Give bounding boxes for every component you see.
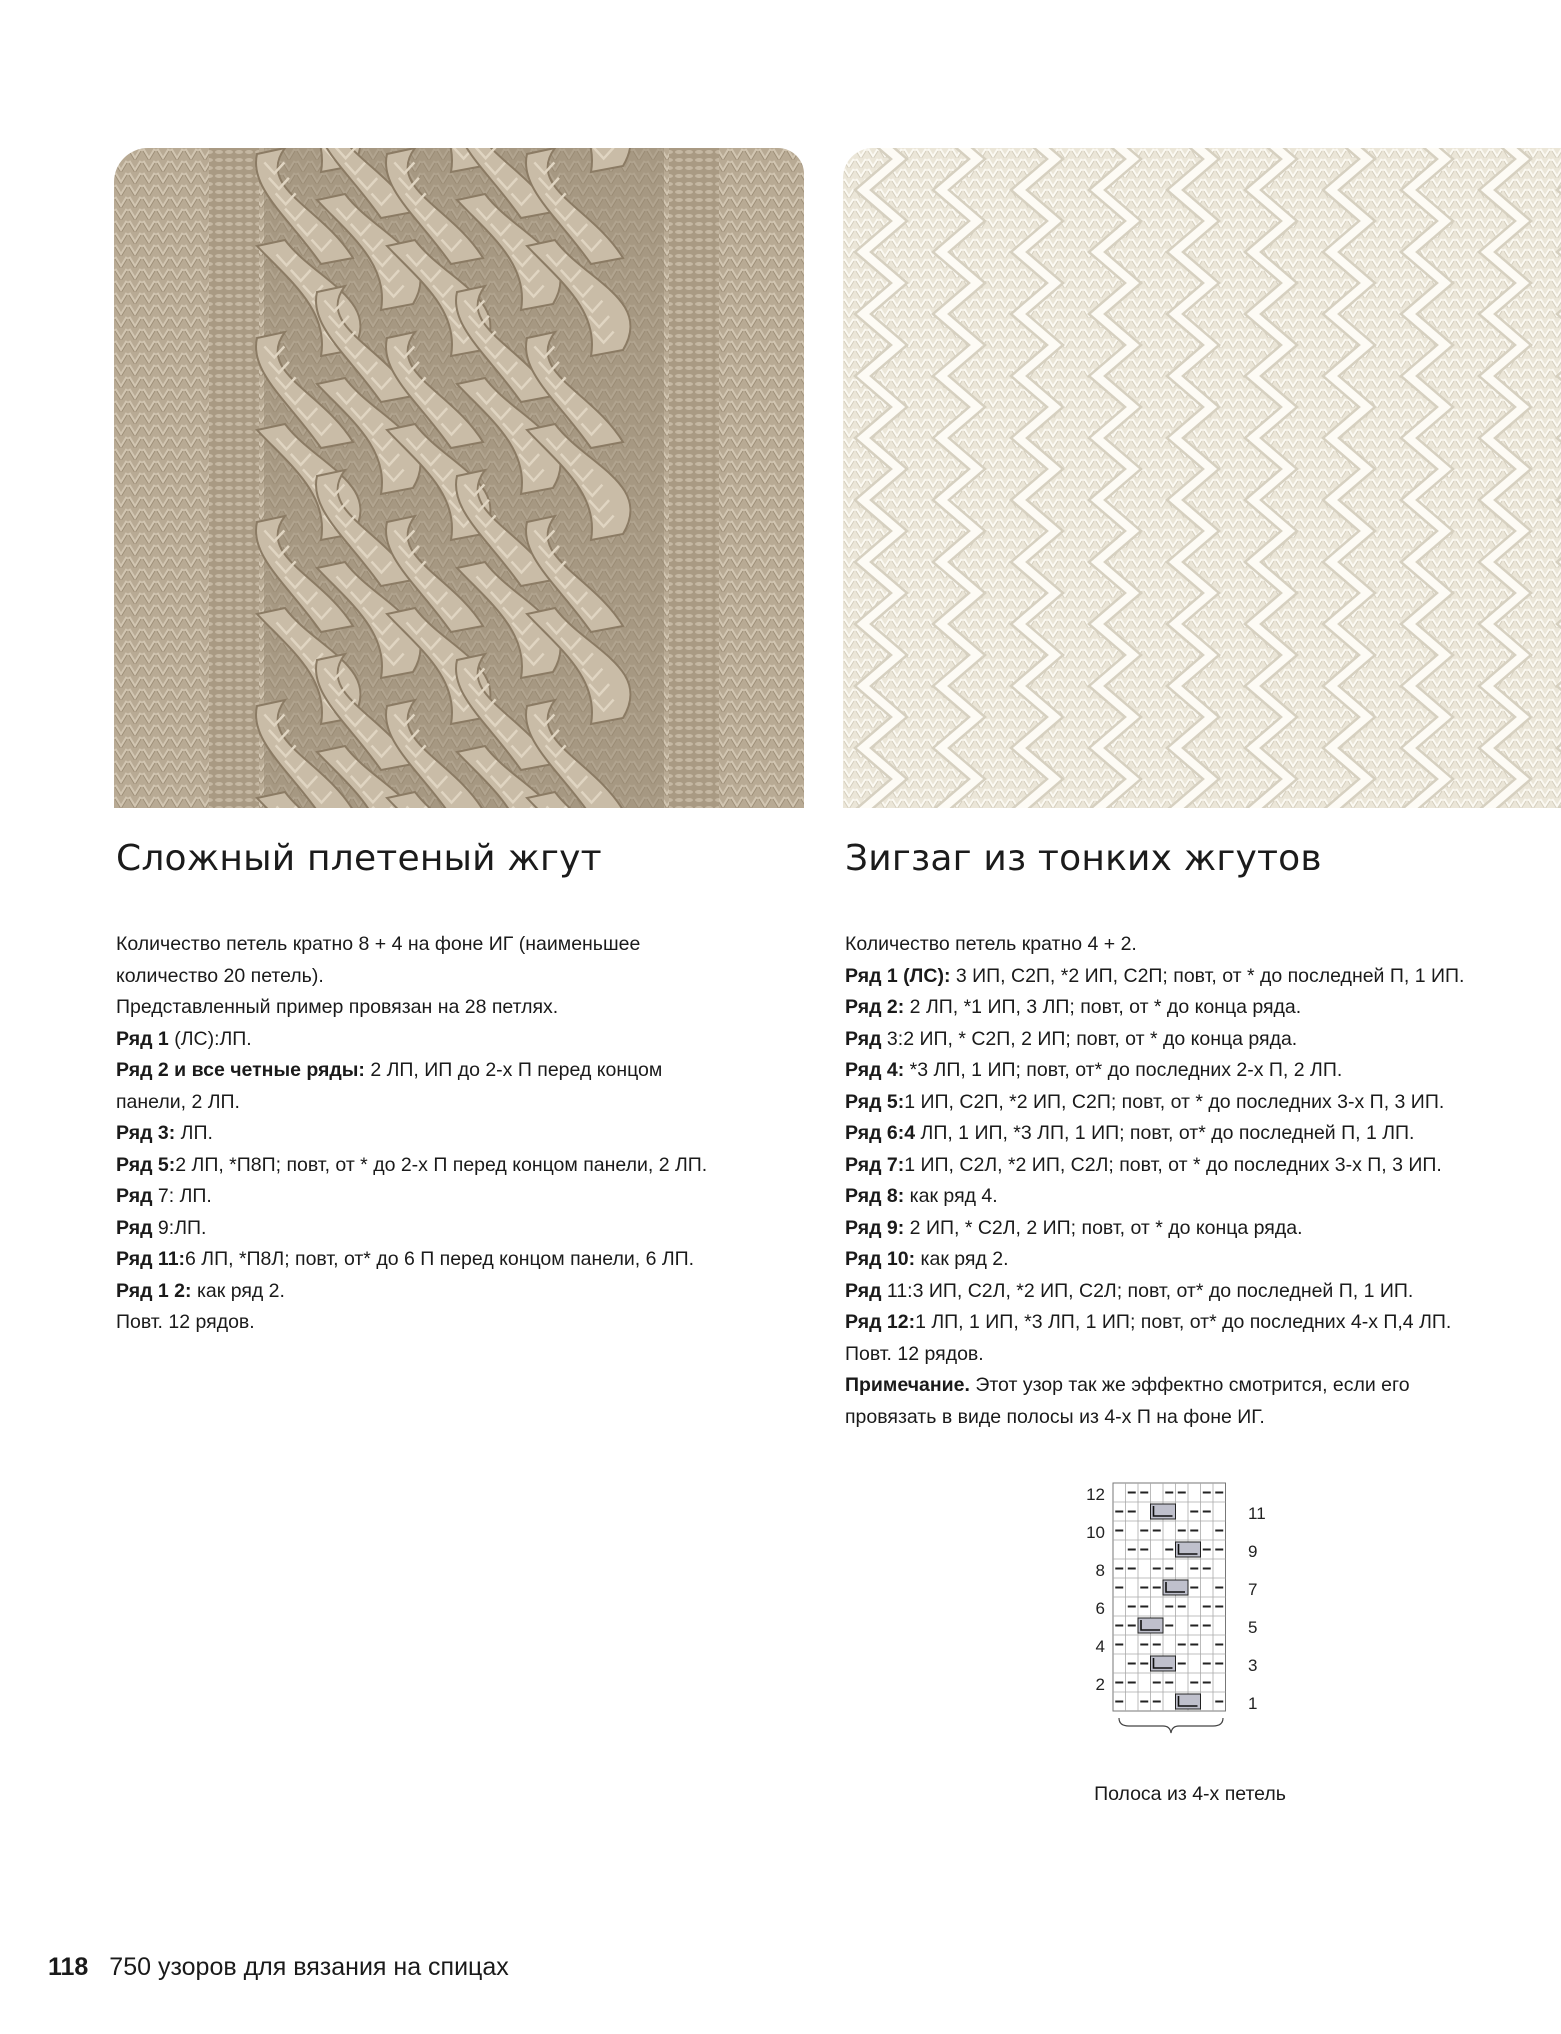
row-number-right: 9: [1248, 1542, 1258, 1561]
instruction-line: Ряд 2 и все четные ряды: 2 ЛП, ИП до 2-х П перед концом: [116, 1059, 663, 1081]
page-footer: [48, 1953, 509, 1982]
zigzag-pattern-column: [845, 838, 1545, 1433]
instruction-line: Количество петель кратно 4 + 2.: [845, 933, 1137, 955]
instruction-line: Ряд 9: 2 ИП, * С2Л, 2 ИП; повт, от * до конца ряда.: [845, 1216, 1303, 1239]
row-number-right: 3: [1248, 1656, 1258, 1675]
instruction-line: Ряд 9:ЛП.: [116, 1216, 207, 1239]
row-number-right: 5: [1248, 1618, 1258, 1637]
instruction-line: Ряд 8: как ряд 4.: [845, 1185, 998, 1207]
row-number-right: 1: [1248, 1694, 1258, 1713]
instruction-line: Ряд 1 (ЛС):ЛП.: [116, 1027, 252, 1050]
row-number-right: 11: [1248, 1504, 1266, 1523]
instruction-line: Примечание. Этот узор так же эффектно смотрится, если его: [845, 1374, 1410, 1396]
instruction-line: провязать в виде полосы из 4-х П на фоне ИГ.: [845, 1405, 1265, 1428]
zigzag-pattern-title: Зигзаг из тонких жгутов: [845, 838, 1322, 879]
cable-pattern-column: [116, 838, 806, 1339]
zigzag-knit-image: [843, 148, 1561, 808]
row-number-left: 2: [1095, 1675, 1105, 1694]
cable-pattern-title: Сложный плетеный жгут: [116, 838, 602, 879]
instruction-line: Ряд 3:2 ИП, * С2П, 2 ИП; повт, от * до конца ряда.: [845, 1027, 1298, 1050]
instruction-line: Ряд 5:1 ИП, С2П, *2 ИП, С2П; повт, от * до последних 3-х П, 3 ИП.: [845, 1090, 1445, 1113]
instruction-line: Ряд 1 (ЛС): 3 ИП, С2П, *2 ИП, С2П; повт, от * до последней П, 1 ИП.: [845, 964, 1465, 987]
instruction-line: Ряд 3: ЛП.: [116, 1122, 213, 1144]
row-number-left: 8: [1095, 1561, 1105, 1580]
cable-knit-image: [114, 148, 804, 808]
instruction-line: Повт. 12 рядов.: [845, 1342, 984, 1365]
instruction-line: Количество петель кратно 8 + 4 на фоне ИГ (наименьшее: [116, 933, 641, 955]
instruction-line: Ряд 6:4 ЛП, 1 ИП, *3 ЛП, 1 ИП; повт, от* до последней П, 1 ЛП.: [845, 1122, 1415, 1144]
instruction-line: Ряд 11:6 ЛП, *П8Л; повт, от* до 6 П перед концом панели, 6 ЛП.: [116, 1248, 695, 1270]
instruction-line: Ряд 7: ЛП.: [116, 1185, 212, 1207]
row-number-left: 10: [1086, 1523, 1105, 1542]
zigzag-knit-photo: [843, 148, 1561, 808]
row-number-left: 4: [1095, 1637, 1105, 1656]
instruction-line: Ряд 10: как ряд 2.: [845, 1248, 1009, 1270]
instruction-line: количество 20 петель).: [116, 964, 324, 987]
instruction-line: Ряд 1 2: как ряд 2.: [116, 1279, 285, 1302]
instruction-line: Ряд 4: *3 ЛП, 1 ИП; повт, от* до последних 2-х П, 2 ЛП.: [845, 1059, 1343, 1081]
instruction-line: панели, 2 ЛП.: [116, 1090, 240, 1113]
instruction-line: Ряд 5:2 ЛП, *П8П; повт, от * до 2-х П перед концом панели, 2 ЛП.: [116, 1153, 708, 1176]
cable-pattern-instructions: [116, 929, 806, 1339]
instruction-line: Ряд 7:1 ИП, С2Л, *2 ИП, С2Л; повт, от * до последних 3-х П, 3 ИП.: [845, 1153, 1442, 1176]
row-number-right: 7: [1248, 1580, 1258, 1599]
chart-grid: [1113, 1483, 1226, 1711]
knitting-chart: [1085, 1475, 1295, 1745]
instruction-line: Ряд 2: 2 ЛП, *1 ИП, 3 ЛП; повт, от * до конца ряда.: [845, 996, 1302, 1018]
instruction-line: Ряд 11:3 ИП, С2Л, *2 ИП, С2Л; повт, от* до последней П, 1 ИП.: [845, 1279, 1414, 1302]
instruction-line: Представленный пример провязан на 28 петлях.: [116, 996, 559, 1018]
chart-caption: Полоса из 4-х петель: [1094, 1783, 1286, 1805]
book-title: 750 узоров для вязания на спицах: [109, 1953, 509, 1981]
zigzag-pattern-instructions: [845, 929, 1545, 1433]
row-number-left: 6: [1095, 1599, 1105, 1618]
row-number-left: 12: [1086, 1485, 1105, 1504]
instruction-line: Повт. 12 рядов.: [116, 1311, 255, 1333]
repeat-brace: [1119, 1718, 1223, 1733]
cable-knit-photo: [114, 148, 804, 808]
instruction-line: Ряд 12:1 ЛП, 1 ИП, *3 ЛП, 1 ИП; повт, от* до последних 4-х П,4 ЛП.: [845, 1311, 1452, 1333]
page-number: 118: [48, 1953, 89, 1981]
